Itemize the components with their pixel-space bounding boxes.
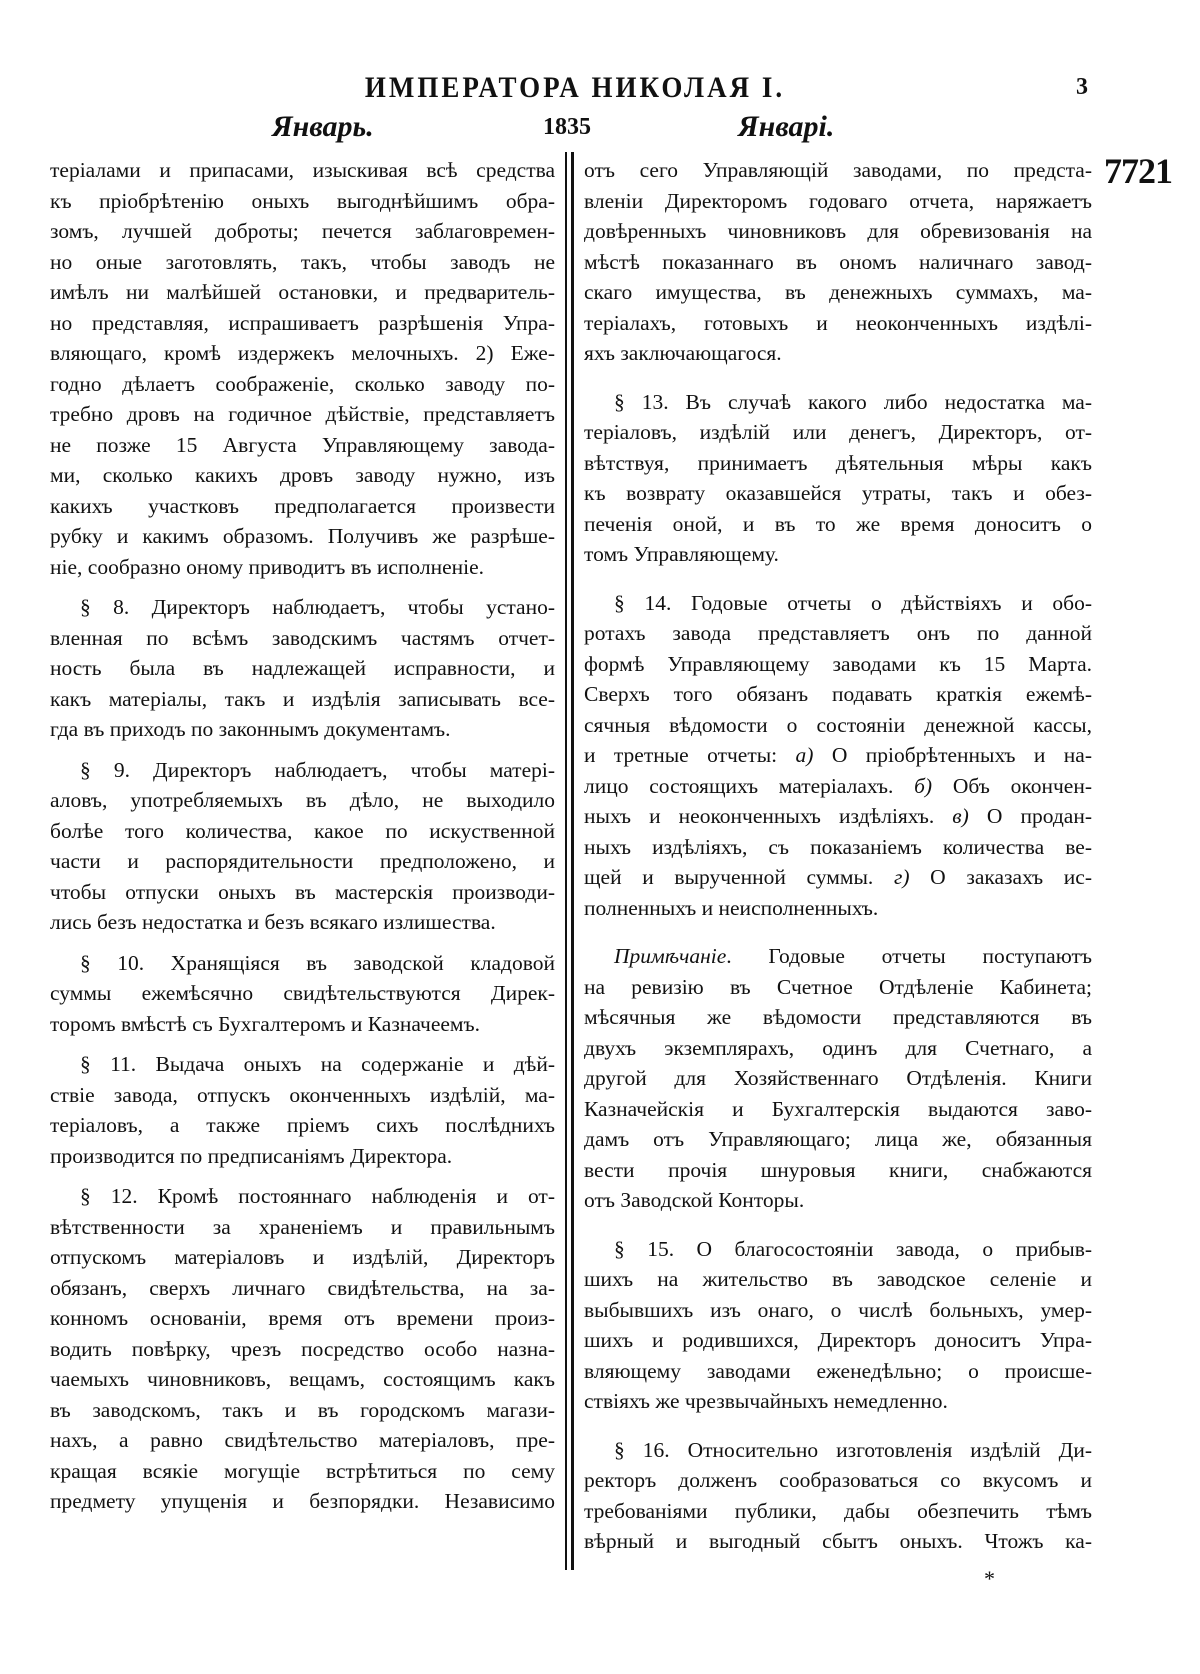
text-segment: не позже 15 Августа Управляющему завода-: [50, 432, 555, 457]
text-line: [50, 714, 555, 745]
text-segment: чтобы отпуски оныхъ въ мастерскія производи-: [50, 879, 555, 904]
text-segment: вѣтствуя, принимаетъ дѣятельныя мѣры какъ: [584, 450, 1092, 475]
text-line: [50, 399, 555, 430]
text-segment: теріаловъ, а также пріемъ сихъ послѣднихъ: [50, 1113, 555, 1137]
text-segment: вѣрный и выгодный сбытъ оныхъ. Чтожъ ка-: [584, 1529, 1092, 1553]
text-segment: § 9. Директоръ наблюдаетъ, чтобы матері-: [80, 757, 555, 782]
text-line: [50, 430, 555, 461]
text-line: [50, 1242, 555, 1273]
right-column: [584, 155, 1092, 1575]
text-line: [50, 948, 555, 979]
text-line: [584, 1063, 1092, 1094]
text-segment: къ возврату оказавшейся утраты, такъ и обез-: [584, 481, 1092, 505]
paragraph-continuation: [584, 155, 1092, 369]
text-line: [50, 1141, 555, 1172]
running-head-left: Январь.: [272, 110, 374, 143]
text-segment: мѣсячныя же вѣдомости представляются въ: [584, 1005, 1092, 1029]
page-number: 3: [1076, 74, 1088, 100]
text-line: [584, 679, 1092, 710]
text-line: [50, 1212, 555, 1243]
text-line: [584, 308, 1092, 339]
text-line: [50, 552, 555, 583]
text-line: [584, 387, 1092, 418]
text-segment: яхъ заключающагося.: [584, 341, 782, 365]
text-line: [50, 1273, 555, 1304]
paragraph: [584, 1435, 1092, 1557]
text-segment: отъ Заводской Конторы.: [584, 1188, 805, 1212]
text-segment: вести прочія шнуровыя книги, снабжаются: [584, 1157, 1092, 1182]
text-line: [50, 186, 555, 217]
text-segment: Казначейскія и Бухгалтерскія выдаются заво-: [584, 1096, 1092, 1121]
text-segment: лицо состоящихъ матеріалахъ.: [584, 773, 915, 798]
text-segment: формѣ Управляющему заводами къ 15 Марта.: [584, 651, 1092, 676]
text-segment: выбывшихъ изъ онаго, о числѣ больныхъ, умер-: [584, 1297, 1092, 1322]
text-segment: требованіями публики, дабы обезпечить тѣмъ: [584, 1498, 1092, 1523]
text-line: [584, 771, 1092, 802]
text-segment: ность была въ надлежащей исправности, и: [50, 656, 555, 680]
text-line: [50, 1110, 555, 1141]
text-segment: двухъ экземплярахъ, одинъ для Счетнаго, а: [584, 1035, 1092, 1060]
text-segment: лись безъ недостатка и безъ всякаго излишества.: [50, 910, 496, 934]
text-line: [584, 1124, 1092, 1155]
text-line: [584, 862, 1092, 893]
margin-law-number: 7721: [1104, 151, 1172, 191]
page-title: ИМПЕРАТОРА НИКОЛАЯ I.: [364, 70, 786, 104]
column-divider: [565, 152, 567, 1570]
paragraph: [50, 948, 555, 1040]
text-segment: § 12. Кромѣ постояннаго наблюденія и от-: [80, 1184, 555, 1208]
text-line: [584, 1002, 1092, 1033]
italic-text: а): [795, 743, 814, 767]
text-line: [584, 649, 1092, 680]
text-line: [50, 755, 555, 786]
text-segment: отъ сего Управляющій заводами, по предста-: [584, 158, 1092, 182]
text-line: [584, 832, 1092, 863]
text-segment: § 10. Хранящіяся въ заводской кладовой: [80, 950, 555, 975]
text-segment: ствіе завода, отпускъ оконченныхъ издѣлій, ма-: [50, 1082, 555, 1107]
text-line: [50, 338, 555, 369]
text-segment: ми, сколько какихъ дровъ заводу нужно, изъ: [50, 463, 555, 487]
text-segment: въ заводскомъ, такъ и въ городскомъ магази-: [50, 1397, 555, 1422]
text-segment: какихъ участковъ предполагается произвести: [50, 493, 555, 518]
paragraph: [50, 755, 555, 938]
text-line: [584, 1435, 1092, 1466]
text-line: [584, 588, 1092, 619]
text-segment: ствіяхъ же чрезвычайныхъ немедленно.: [584, 1389, 948, 1413]
paragraph: [50, 1181, 555, 1517]
text-segment: но оные заготовлять, такъ, чтобы заводъ не: [50, 249, 555, 274]
text-line: [584, 1185, 1092, 1216]
text-segment: водить повѣрку, чрезъ посредство особо назна-: [50, 1336, 555, 1361]
text-line: [50, 1049, 555, 1080]
text-line: [584, 1264, 1092, 1295]
text-line: [584, 277, 1092, 308]
text-line: [584, 1033, 1092, 1064]
text-line: [584, 1094, 1092, 1125]
text-line: [50, 1181, 555, 1212]
text-segment: конномъ основаніи, время отъ времени произ-: [50, 1306, 555, 1330]
text-segment: суммы ежемѣсячно свидѣтельствуются Дирек-: [50, 981, 555, 1005]
paragraph: [584, 588, 1092, 924]
italic-text: г): [893, 865, 910, 889]
text-segment: нахъ, а равно свидѣтельство матеріаловъ, пре-: [50, 1428, 555, 1452]
text-segment: мѣстѣ показаннаго въ ономъ наличнаго завод-: [584, 249, 1092, 274]
text-line: [50, 1080, 555, 1111]
text-line: [584, 740, 1092, 771]
text-segment: зомъ, лучшей доброты; печется заблаговремен-: [50, 219, 555, 243]
paragraph: [50, 1049, 555, 1171]
text-segment: ротахъ завода представляетъ онъ по данной: [584, 621, 1092, 645]
text-segment: ніе, сообразно оному приводитъ въ исполненіе.: [50, 554, 485, 579]
text-segment: вленная по всѣмъ заводскимъ частямъ отчет-: [50, 625, 555, 650]
text-line: [50, 1364, 555, 1395]
italic-text: Примѣчаніе: [614, 944, 727, 968]
text-segment: какъ матеріалы, такъ и издѣлія записывать все-: [50, 686, 555, 711]
text-segment: части и распорядительности предположено, и: [50, 849, 555, 873]
text-segment: къ пріобрѣтенію оныхъ выгоднѣйшимъ обра-: [50, 188, 555, 213]
text-line: [584, 338, 1092, 369]
left-column: [50, 155, 555, 1527]
text-line: [584, 941, 1092, 972]
text-segment: кращая всякіе могущіе встрѣтиться по сему: [50, 1458, 555, 1483]
text-segment: предмету упущенія и безпорядки. Независимо: [50, 1489, 555, 1513]
text-segment: торомъ вмѣстѣ съ Бухгалтеромъ и Казначеемъ.: [50, 1011, 481, 1036]
text-segment: § 13. Въ случаѣ какого либо недостатка ма-: [614, 389, 1092, 414]
italic-text: б): [914, 773, 933, 798]
text-line: [50, 785, 555, 816]
text-line: [50, 491, 555, 522]
text-line: [584, 155, 1092, 186]
text-segment: вляющаго, кромѣ издержекъ мелочныхъ. 2) Еже-: [50, 341, 555, 365]
paragraph: [50, 592, 555, 745]
text-line: [584, 417, 1092, 448]
text-segment: годно дѣлаетъ соображеніе, сколько заводу по-: [50, 371, 555, 396]
text-segment: Сверхъ того обязанъ подавать краткія ежемѣ-: [584, 682, 1092, 706]
text-line: [584, 478, 1092, 509]
text-segment: томъ Управляющему.: [584, 542, 779, 566]
text-segment: отпускомъ матеріаловъ и издѣлій, Директоръ: [50, 1245, 555, 1269]
text-segment: . Годовые отчеты поступаютъ: [726, 944, 1092, 968]
text-segment: О продан-: [968, 804, 1092, 828]
text-segment: § 16. Относительно изготовленія издѣлій Ди-: [614, 1437, 1092, 1462]
text-segment: аловъ, употребляемыхъ въ дѣло, не выходило: [50, 788, 555, 812]
text-segment: § 8. Директоръ наблюдаетъ, чтобы устано-: [80, 595, 555, 619]
text-segment: шихъ и родившихся, Директоръ доноситъ Упра-: [584, 1328, 1092, 1352]
signature-mark: *: [984, 1566, 995, 1591]
text-line: [50, 907, 555, 938]
text-line: [584, 972, 1092, 1003]
text-segment: теріалахъ, готовыхъ и неоконченныхъ издѣлі-: [584, 310, 1092, 335]
text-segment: § 14. Годовые отчеты о дѣйствіяхъ и обо-: [614, 590, 1092, 615]
text-line: [50, 1425, 555, 1456]
text-line: [584, 1234, 1092, 1265]
text-segment: Объ окончен-: [932, 773, 1092, 798]
text-line: [584, 1526, 1092, 1557]
text-segment: вленіи Директоромъ годоваго отчета, наряжаетъ: [584, 188, 1092, 213]
text-segment: и третные отчеты:: [584, 743, 796, 767]
text-segment: О заказахъ ис-: [909, 865, 1092, 889]
text-line: [50, 816, 555, 847]
text-segment: теріаловъ, издѣлій или денегъ, Директоръ, от-: [584, 420, 1092, 444]
italic-text: в): [952, 804, 969, 828]
text-segment: вляющему заводами еженедѣльно; о происше-: [584, 1358, 1092, 1383]
text-line: [584, 1325, 1092, 1356]
text-line: [50, 877, 555, 908]
text-segment: О пріобрѣтенныхъ и на-: [813, 743, 1092, 767]
text-line: [584, 247, 1092, 278]
text-line: [50, 308, 555, 339]
text-segment: скаго имущества, въ денежныхъ суммахъ, ма-: [584, 280, 1092, 304]
text-line: [50, 369, 555, 400]
text-segment: печенія оной, и въ то же время доноситъ о: [584, 511, 1092, 536]
text-segment: § 15. О благосостояніи завода, о прибыв-: [614, 1236, 1092, 1261]
text-segment: теріалами и припасами, изыскивая всѣ средства: [50, 158, 555, 182]
text-line: [584, 1386, 1092, 1417]
text-segment: требно дровъ на годичное дѣйствіе, представляетъ: [50, 402, 555, 426]
text-line: [50, 1334, 555, 1365]
text-segment: болѣе того количества, какое по искуственной: [50, 818, 555, 843]
text-segment: сячныя вѣдомости о состояніи денежной кассы,: [584, 712, 1092, 737]
text-line: [50, 653, 555, 684]
text-line: [50, 1486, 555, 1517]
paragraph: [584, 1234, 1092, 1417]
text-segment: обязанъ, сверхъ личнаго свидѣтельства, на за-: [50, 1275, 555, 1300]
text-segment: но представляя, испрашиваетъ разрѣшенія Упра-: [50, 310, 555, 335]
text-segment: шихъ на жительство въ заводское селеніе и: [584, 1267, 1092, 1291]
paragraph: [584, 387, 1092, 570]
text-segment: ныхъ издѣліяхъ, съ показаніемъ количества ве-: [584, 834, 1092, 859]
text-line: [50, 216, 555, 247]
text-line: [50, 1456, 555, 1487]
text-line: [584, 710, 1092, 741]
text-segment: дамъ отъ Управляющаго; лица же, обязанныя: [584, 1127, 1092, 1151]
text-line: [584, 893, 1092, 924]
text-line: [50, 1303, 555, 1334]
text-segment: полненныхъ и неисполненныхъ.: [584, 895, 879, 920]
text-line: [584, 1356, 1092, 1387]
text-segment: § 11. Выдача оныхъ на содержаніе и дѣй-: [80, 1052, 555, 1076]
text-segment: другой для Хозяйственнаго Отдѣленія. Книги: [584, 1066, 1092, 1090]
text-line: [584, 539, 1092, 570]
text-line: [50, 684, 555, 715]
running-head-year: 1835: [543, 114, 591, 140]
text-line: [50, 978, 555, 1009]
text-segment: довѣренныхъ чиновниковъ для обревизованія на: [584, 219, 1092, 243]
text-segment: чаемыхъ чиновниковъ, вещамъ, состоящимъ какъ: [50, 1367, 555, 1391]
text-segment: имѣлъ ни малѣйшей остановки, и предваритель-: [50, 280, 555, 304]
text-line: [584, 509, 1092, 540]
text-line: [50, 623, 555, 654]
paragraph: [584, 941, 1092, 1216]
text-segment: производится по предписаніямъ Директора.: [50, 1143, 453, 1168]
text-line: [584, 1295, 1092, 1326]
running-head-right: Январі.: [738, 110, 835, 143]
text-line: [50, 1009, 555, 1040]
text-line: [50, 277, 555, 308]
text-line: [50, 521, 555, 552]
text-line: [50, 247, 555, 278]
text-line: [584, 186, 1092, 217]
text-line: [584, 801, 1092, 832]
text-line: [50, 1395, 555, 1426]
text-line: [584, 618, 1092, 649]
text-line: [50, 592, 555, 623]
text-line: [50, 155, 555, 186]
text-segment: гда въ приходъ по законнымъ документамъ.: [50, 717, 451, 741]
text-segment: ныхъ и неоконченныхъ издѣліяхъ.: [584, 804, 953, 828]
text-segment: ректоръ долженъ сообразоваться со вкусомъ и: [584, 1468, 1092, 1492]
text-line: [584, 216, 1092, 247]
text-segment: рубку и какимъ образомъ. Получивъ же разрѣше-: [50, 524, 555, 548]
paragraph-continuation: [50, 155, 555, 582]
column-divider: [571, 152, 574, 1570]
text-segment: щей и вырученной суммы.: [584, 865, 894, 889]
text-line: [584, 448, 1092, 479]
text-line: [584, 1465, 1092, 1496]
text-segment: на ревизію въ Счетное Отдѣленіе Кабинета;: [584, 974, 1092, 999]
text-line: [584, 1496, 1092, 1527]
text-line: [584, 1155, 1092, 1186]
text-line: [50, 460, 555, 491]
text-segment: вѣтственности за храненіемъ и правильнымъ: [50, 1214, 555, 1239]
text-line: [50, 846, 555, 877]
